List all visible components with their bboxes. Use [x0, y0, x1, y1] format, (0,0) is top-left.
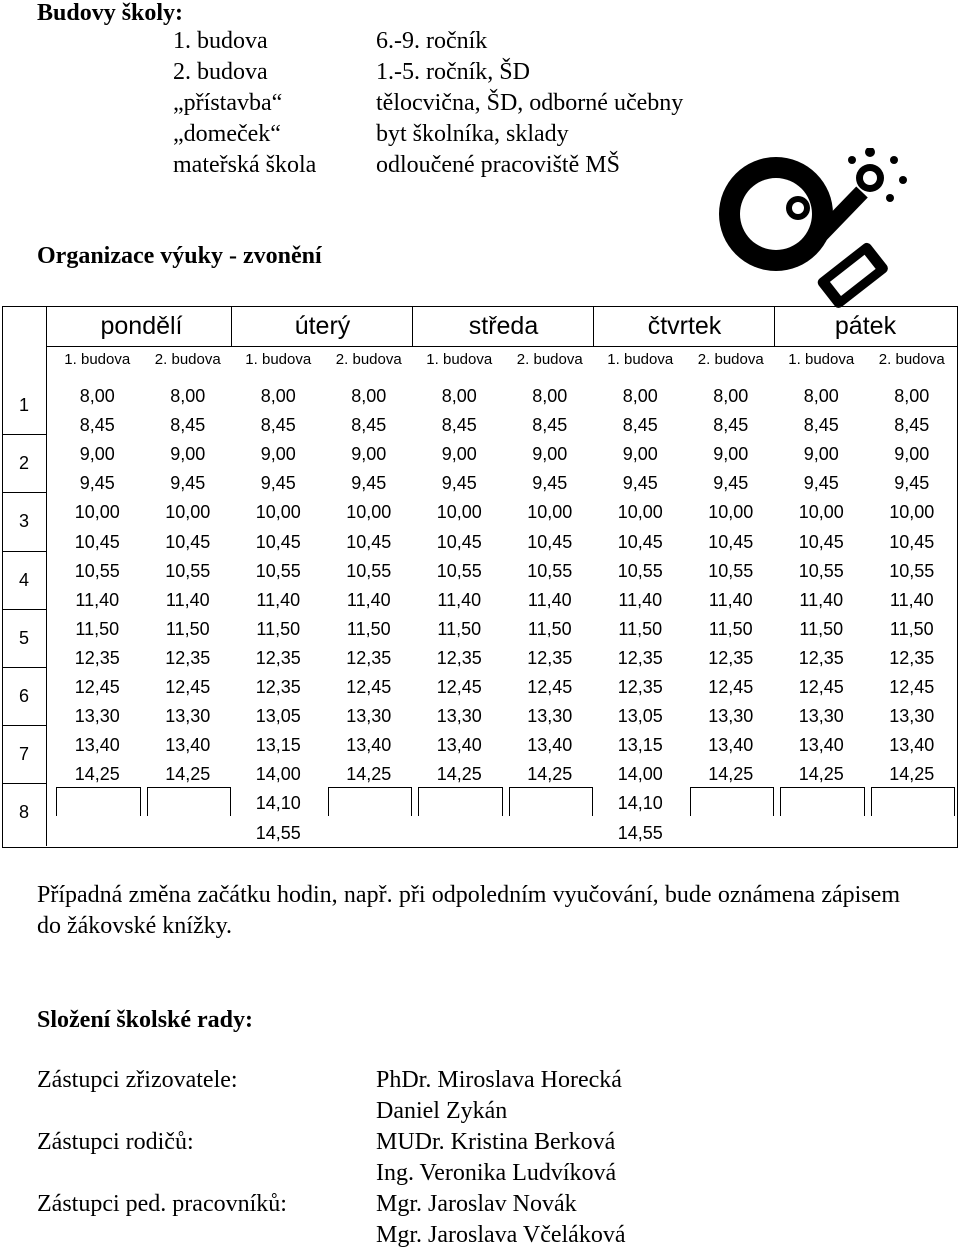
council-role: Zástupci zřizovatele: [37, 1067, 238, 1093]
time-cell: 10,55 [165, 560, 211, 581]
time-cell: 10,45 [74, 531, 120, 552]
time-cell: 9,00 [441, 444, 477, 465]
time-cell: 11,40 [618, 589, 663, 610]
building-description: 6.-9. ročník [376, 28, 488, 54]
time-cell: 8,45 [441, 415, 477, 436]
time-cell: 9,45 [622, 473, 658, 494]
time-cell: 14,25 [165, 764, 211, 785]
time-cell: 12,35 [255, 677, 301, 697]
time-cell: 8,45 [79, 415, 115, 436]
time-cell: 9,00 [532, 444, 568, 465]
building-column-header: 1. budova [607, 351, 674, 368]
time-cell: 9,00 [79, 444, 115, 465]
time-cell: 14,25 [798, 764, 844, 785]
time-cell: 11,50 [889, 618, 934, 639]
time-cell: 10,55 [346, 560, 392, 581]
bell-schedule-table [2, 306, 958, 848]
building-column-header: 2. budova [697, 351, 764, 368]
time-cell: 10,45 [889, 531, 935, 552]
buildings-heading: Budovy školy: [37, 0, 184, 26]
time-cell: 12,45 [165, 677, 211, 697]
time-cell: 11,40 [256, 589, 301, 610]
building-name: 1. budova [173, 28, 268, 54]
lesson-number: 6 [18, 686, 29, 706]
time-cell: 13,40 [798, 735, 844, 756]
time-cell: 14,55 [255, 822, 301, 843]
time-cell: 9,00 [351, 444, 387, 465]
time-cell: 10,45 [527, 531, 573, 552]
time-cell: 9,45 [79, 473, 115, 494]
time-cell: 12,35 [617, 677, 663, 697]
building-column-header: 2. budova [335, 351, 402, 368]
time-cell: 8,00 [79, 386, 115, 406]
time-cell: 10,00 [436, 502, 482, 523]
table-grid-line [46, 346, 957, 347]
table-grid-line [412, 306, 413, 346]
empty-slot [509, 787, 594, 816]
council-role: Zástupci rodičů: [37, 1129, 194, 1155]
time-cell: 12,35 [708, 647, 754, 668]
time-cell: 13,40 [889, 735, 935, 756]
time-cell: 12,35 [346, 647, 392, 668]
council-member: MUDr. Kristina Berková [376, 1129, 616, 1155]
time-cell: 8,45 [713, 415, 749, 436]
time-cell: 14,25 [708, 764, 754, 785]
time-cell: 12,45 [708, 677, 754, 697]
time-cell: 12,35 [255, 647, 301, 668]
time-cell: 11,50 [165, 618, 210, 639]
building-column-header: 2. budova [878, 351, 945, 368]
time-cell: 8,45 [622, 415, 658, 436]
time-cell: 10,00 [617, 502, 663, 523]
time-cell: 13,30 [436, 706, 482, 727]
time-cell: 8,00 [803, 386, 839, 406]
time-cell: 11,40 [889, 589, 934, 610]
time-cell: 10,00 [255, 502, 301, 523]
time-cell: 14,10 [255, 793, 301, 814]
time-cell: 11,50 [437, 618, 482, 639]
time-cell: 11,40 [708, 589, 753, 610]
time-cell: 13,15 [617, 735, 663, 756]
time-cell: 12,35 [617, 647, 663, 668]
time-cell: 8,00 [351, 386, 387, 406]
empty-slot [328, 787, 413, 816]
council-member: Mgr. Jaroslav Novák [376, 1191, 577, 1217]
school-bell-icon [712, 148, 908, 320]
time-cell: 9,45 [713, 473, 749, 494]
time-cell: 10,55 [527, 560, 573, 581]
time-cell: 11,50 [256, 618, 301, 639]
time-cell: 13,30 [527, 706, 573, 727]
time-cell: 12,35 [74, 647, 120, 668]
time-cell: 10,45 [708, 531, 754, 552]
lesson-number: 1 [18, 395, 29, 415]
table-grid-line [46, 306, 47, 846]
time-cell: 10,00 [165, 502, 211, 523]
bell-body [719, 157, 833, 271]
time-cell: 14,25 [74, 764, 120, 785]
time-cell: 10,00 [798, 502, 844, 523]
bell-base [816, 241, 890, 310]
time-cell: 14,00 [617, 764, 663, 785]
time-cell: 12,35 [798, 647, 844, 668]
time-cell: 13,15 [255, 735, 301, 756]
time-cell: 12,45 [436, 677, 482, 697]
time-cell: 11,50 [708, 618, 753, 639]
time-cell [867, 819, 958, 848]
day-header: čtvrtek [647, 312, 722, 340]
time-cell: 8,00 [170, 386, 206, 406]
time-cell: 9,45 [803, 473, 839, 494]
time-cell: 8,45 [351, 415, 387, 436]
day-header: úterý [294, 312, 351, 340]
table-grid-line [231, 306, 232, 346]
building-name: „domeček“ [173, 121, 281, 147]
time-cell: 8,00 [622, 386, 658, 406]
time-cell: 14,25 [436, 764, 482, 785]
time-cell: 9,00 [260, 444, 296, 465]
time-cell: 11,40 [437, 589, 482, 610]
time-cell: 11,50 [346, 618, 391, 639]
time-cell: 8,45 [894, 415, 930, 436]
time-cell: 11,40 [165, 589, 210, 610]
building-name: 2. budova [173, 59, 268, 85]
time-cell: 14,55 [617, 822, 663, 843]
time-cell: 9,45 [260, 473, 296, 494]
building-description: tělocvična, ŠD, odborné učebny [376, 90, 684, 116]
time-cell [414, 819, 505, 848]
time-cell: 9,00 [170, 444, 206, 465]
time-cell: 9,00 [803, 444, 839, 465]
time-cell: 9,00 [894, 444, 930, 465]
time-cell: 10,55 [889, 560, 935, 581]
time-cell [52, 819, 143, 848]
building-name: „přístavba“ [173, 90, 283, 116]
time-cell: 14,25 [527, 764, 573, 785]
time-cell: 12,45 [74, 677, 120, 697]
building-column-header: 1. budova [788, 351, 855, 368]
time-cell: 8,00 [260, 386, 296, 406]
building-description: 1.-5. ročník, ŠD [376, 59, 530, 85]
time-cell: 10,00 [708, 502, 754, 523]
time-cell: 12,35 [165, 647, 211, 668]
time-cell: 9,45 [532, 473, 568, 494]
lesson-number: 3 [18, 511, 29, 532]
empty-slot [690, 787, 775, 816]
day-header: pátek [834, 312, 897, 340]
day-header: středa [468, 312, 539, 340]
time-cell: 8,00 [713, 386, 749, 406]
time-cell [776, 819, 867, 848]
council-member: PhDr. Miroslava Horecká [376, 1067, 622, 1093]
time-cell: 13,05 [617, 706, 663, 727]
lesson-number: 7 [18, 744, 29, 765]
council-heading: Složení školské rady: [37, 1007, 254, 1033]
time-cell: 10,55 [436, 560, 482, 581]
council-role: Zástupci ped. pracovníků: [37, 1191, 287, 1217]
time-cell: 13,30 [798, 706, 844, 727]
time-cell: 10,00 [346, 502, 392, 523]
time-cell: 9,45 [170, 473, 206, 494]
time-cell: 8,45 [803, 415, 839, 436]
empty-slot [147, 787, 232, 816]
time-cell: 14,00 [255, 764, 301, 785]
building-description: byt školníka, sklady [376, 121, 569, 147]
empty-slot [871, 787, 956, 816]
time-cell: 13,30 [74, 706, 120, 727]
time-cell: 11,50 [75, 618, 120, 639]
time-cell: 10,45 [255, 531, 301, 552]
time-cell: 9,00 [713, 444, 749, 465]
time-cell: 9,45 [894, 473, 930, 494]
time-cell: 13,40 [346, 735, 392, 756]
building-column-header: 2. budova [516, 351, 583, 368]
time-cell: 13,30 [708, 706, 754, 727]
council-member: Daniel Zykán [376, 1098, 508, 1124]
time-cell: 11,50 [618, 618, 663, 639]
time-cell: 9,00 [622, 444, 658, 465]
time-cell: 10,45 [436, 531, 482, 552]
time-cell: 8,00 [894, 386, 930, 406]
lesson-number: 2 [18, 453, 29, 474]
building-column-header: 1. budova [245, 351, 312, 368]
time-cell: 12,45 [798, 677, 844, 697]
time-cell: 12,35 [889, 647, 935, 668]
time-cell [143, 819, 234, 848]
time-cell: 10,00 [889, 502, 935, 523]
time-cell: 11,40 [527, 589, 572, 610]
time-cell: 10,00 [527, 502, 573, 523]
time-cell [324, 819, 415, 848]
table-grid-line [774, 306, 775, 346]
time-cell: 8,45 [532, 415, 568, 436]
time-cell: 10,55 [798, 560, 844, 581]
time-cell: 11,40 [75, 589, 120, 610]
time-cell: 8,45 [260, 415, 296, 436]
time-cell: 13,30 [165, 706, 211, 727]
time-cell: 10,00 [74, 502, 120, 523]
time-cell: 13,05 [255, 706, 301, 727]
schedule-heading: Organizace výuky - zvonění [37, 243, 322, 269]
time-cell: 11,40 [346, 589, 391, 610]
time-cell: 8,00 [532, 386, 568, 406]
lesson-number: 4 [18, 569, 29, 590]
time-cell: 10,45 [617, 531, 663, 552]
time-cell: 9,45 [351, 473, 387, 494]
time-cell: 13,40 [74, 735, 120, 756]
time-cell: 10,45 [346, 531, 392, 552]
day-header: pondělí [100, 312, 183, 340]
empty-slot [780, 787, 865, 816]
table-grid-line [593, 306, 594, 346]
building-column-header: 1. budova [64, 351, 131, 368]
time-cell: 9,45 [441, 473, 477, 494]
lesson-number: 8 [18, 802, 29, 823]
building-column-header: 1. budova [426, 351, 493, 368]
building-name: mateřská škola [173, 152, 317, 178]
time-cell: 13,40 [165, 735, 211, 756]
time-cell [686, 819, 777, 848]
council-member: Ing. Veronika Ludvíková [376, 1160, 617, 1186]
time-cell: 13,40 [436, 735, 482, 756]
time-cell: 11,40 [799, 589, 844, 610]
time-cell: 8,45 [170, 415, 206, 436]
time-cell: 12,35 [436, 647, 482, 668]
time-cell: 10,55 [617, 560, 663, 581]
time-cell: 11,50 [527, 618, 572, 639]
time-cell: 12,45 [889, 677, 935, 697]
time-cell: 10,55 [255, 560, 301, 581]
time-cell: 12,35 [527, 647, 573, 668]
time-cell: 10,45 [798, 531, 844, 552]
time-cell: 10,55 [74, 560, 120, 581]
building-description: odloučené pracoviště MŠ [376, 152, 620, 178]
time-cell: 14,25 [346, 764, 392, 785]
time-cell: 12,45 [346, 677, 392, 697]
time-cell: 12,45 [527, 677, 573, 697]
time-cell: 8,00 [441, 386, 477, 406]
schedule-note: Případná změna začátku hodin, např. při odpoledním vyučování, bude oznámena zápisem do žákovské knížky. [37, 882, 900, 939]
time-cell: 13,40 [527, 735, 573, 756]
time-cell: 14,10 [617, 793, 663, 814]
council-member: Mgr. Jaroslava Včeláková [376, 1222, 626, 1248]
lesson-number: 5 [18, 627, 29, 648]
time-cell: 13,40 [708, 735, 754, 756]
time-cell: 10,45 [165, 531, 211, 552]
time-cell: 13,30 [889, 706, 935, 727]
empty-slot [418, 787, 503, 816]
time-cell: 10,55 [708, 560, 754, 581]
time-cell [505, 819, 596, 848]
time-cell: 11,50 [799, 618, 844, 639]
empty-slot [56, 787, 141, 816]
building-column-header: 2. budova [154, 351, 221, 368]
time-cell: 13,30 [346, 706, 392, 727]
time-cell: 14,25 [889, 764, 935, 785]
